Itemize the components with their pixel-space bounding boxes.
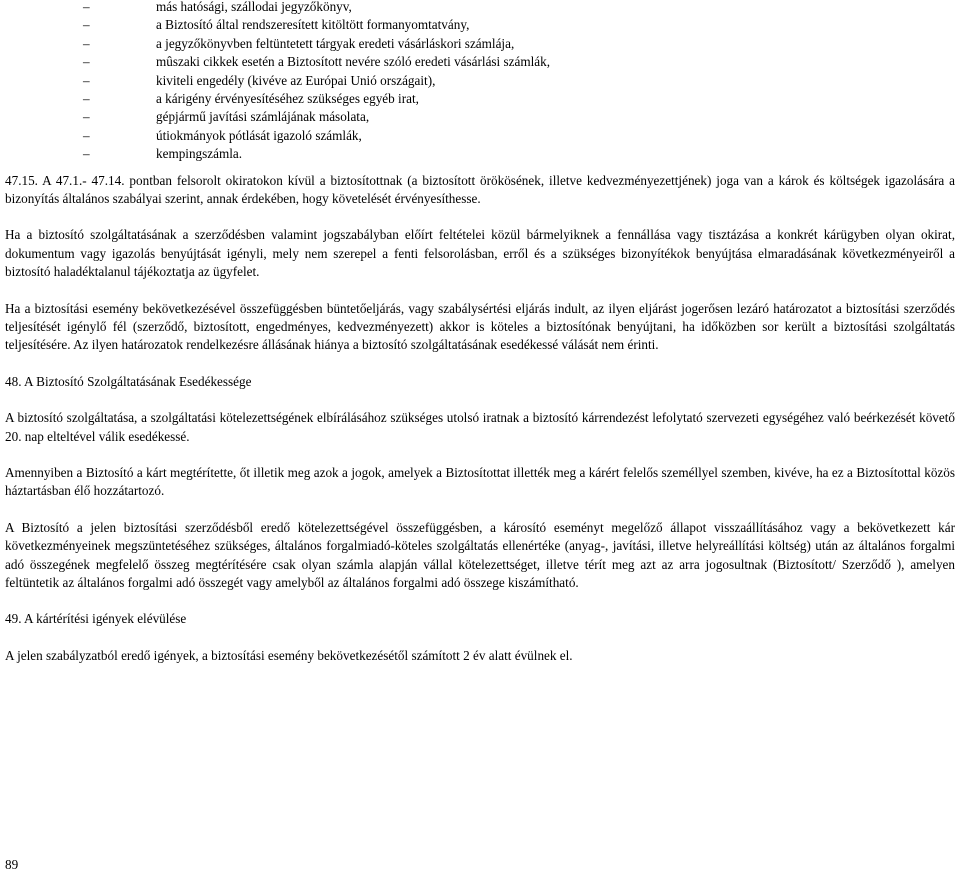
list-dash: – (83, 72, 90, 88)
list-item: – gépjármű javítási számlájának másolata, (5, 108, 955, 126)
list-item: – kempingszámla. (5, 145, 955, 163)
paragraph-47-15: 47.15. A 47.1.- 47.14. pontban felsorolt okiratokon kívül a biztosítottnak (a biztosított örökösének, illetve kedvezményezettjének) joga van a károk és költségek igazolására a bizonyítás általános szabályai szerint, annak érdekében, hogy követelését érvényesíthesse. (5, 172, 955, 206)
list-item: – a jegyzőkönyvben feltüntetett tárgyak eredeti vásárláskori számlája, (5, 35, 955, 53)
list-dash: – (83, 146, 90, 162)
paragraph-criminal-proceedings: Ha a biztosítási esemény bekövetkezésével összefüggésben büntetőeljárás, vagy szabálysértési eljárás indult, az ilyen eljárást jogerősen lezáró határozatot a biztosítási szerződés teljesítését igénylő fél (szerződő, biztosított, engedményes, kedvezményezett) akkor is köteles a biztosítónak benyújtani, ha időközben sor került a biztosítási szolgáltatás teljesítésére. Az ilyen határozatok rendelkezésre állásának hiánya a biztosító szolgáltatásának esedékessé válását nem érinti. (5, 300, 955, 353)
list-item: – a kárigény érvényesítéséhez szükséges egyéb irat, (5, 90, 955, 108)
list-item: – a Biztosító által rendszeresített kitöltött formanyomtatvány, (5, 16, 955, 34)
list-dash: – (83, 109, 90, 125)
list-item: – útiokmányok pótlását igazoló számlák, (5, 127, 955, 145)
section-heading-48: 48. A Biztosító Szolgáltatásának Esedékessége (5, 373, 252, 389)
list-dash: – (83, 127, 90, 143)
paragraph-additional-documents: Ha a biztosító szolgáltatásának a szerződésben valamint jogszabályban előírt feltételei közül bármelyiknek a fennállása vagy tisztázása a konkrét kárügyben olyan okirat, dokumentum vagy igazolás benyújtását igényli, mely nem szerepel a fenti felsorolásban, erről és a szükséges bizonyítékok benyújtása elmaradásának következményeiről a biztosító haladéktalanul tájékoztatja az ügyfelet. (5, 227, 955, 280)
list-item: – mûszaki cikkek esetén a Biztosított nevére szóló eredeti vásárlási számlák, (5, 53, 955, 71)
list-item: – más hatósági, szállodai jegyzőkönyv, (5, 0, 955, 16)
page-number: 89 (5, 857, 19, 872)
section-heading-49: 49. A kártérítési igények elévülése (5, 611, 187, 627)
list-item: – kiviteli engedély (kivéve az Európai Unió országait), (5, 72, 955, 90)
paragraph-vat: A Biztosító a jelen biztosítási szerződésből eredő kötelezettségével összefüggésben, a károsító eseményt megelőző állapot visszaállításához vagy a bekövetkezett kár következményeinek megszüntetéséhez szükséges, általános forgalmiadó-köteles szolgáltatás ellenértéke (anyag-, javítási, illetve helyreállítási költség) után az általános forgalmi adó összegének megfelelő összeg megtérítésére csak olyan számla alapján vállal kötelezettséget, illetve térít meg azt az arra jogosultnak (Biztosított/ Szerződő ), amelyen feltüntetik az általános forgalmi adó összegét vagy amelyből az általános forgalmi adó összege kiszámítható. (5, 519, 955, 591)
paragraph-limitation: A jelen szabályzatból eredő igények, a biztosítási esemény bekövetkezésétől számított 2 év alatt évülnek el. (5, 647, 573, 663)
list-dash: – (83, 54, 90, 70)
document-page (5, 0, 955, 665)
required-documents-list (5, 0, 955, 164)
list-dash: – (83, 17, 90, 33)
paragraph-subrogation: Amennyiben a Biztosító a kárt megtérítette, őt illetik meg azok a jogok, amelyek a Biztosítottat illették meg a kárért felelős személlyel szemben, kivéve, ha ez a Biztosítottal közös háztartásban élő hozzátartozó. (5, 464, 955, 499)
list-dash: – (83, 90, 90, 106)
list-dash: – (83, 35, 90, 51)
paragraph-due-date: A biztosító szolgáltatása, a szolgáltatási kötelezettségének elbírálásához szükséges utolsó iratnak a biztosító kárrendezést lefolytató szervezeti egységéhez való beérkezését követő 20. nap elteltével válik esedékessé. (5, 410, 955, 444)
list-dash: – (83, 0, 90, 14)
